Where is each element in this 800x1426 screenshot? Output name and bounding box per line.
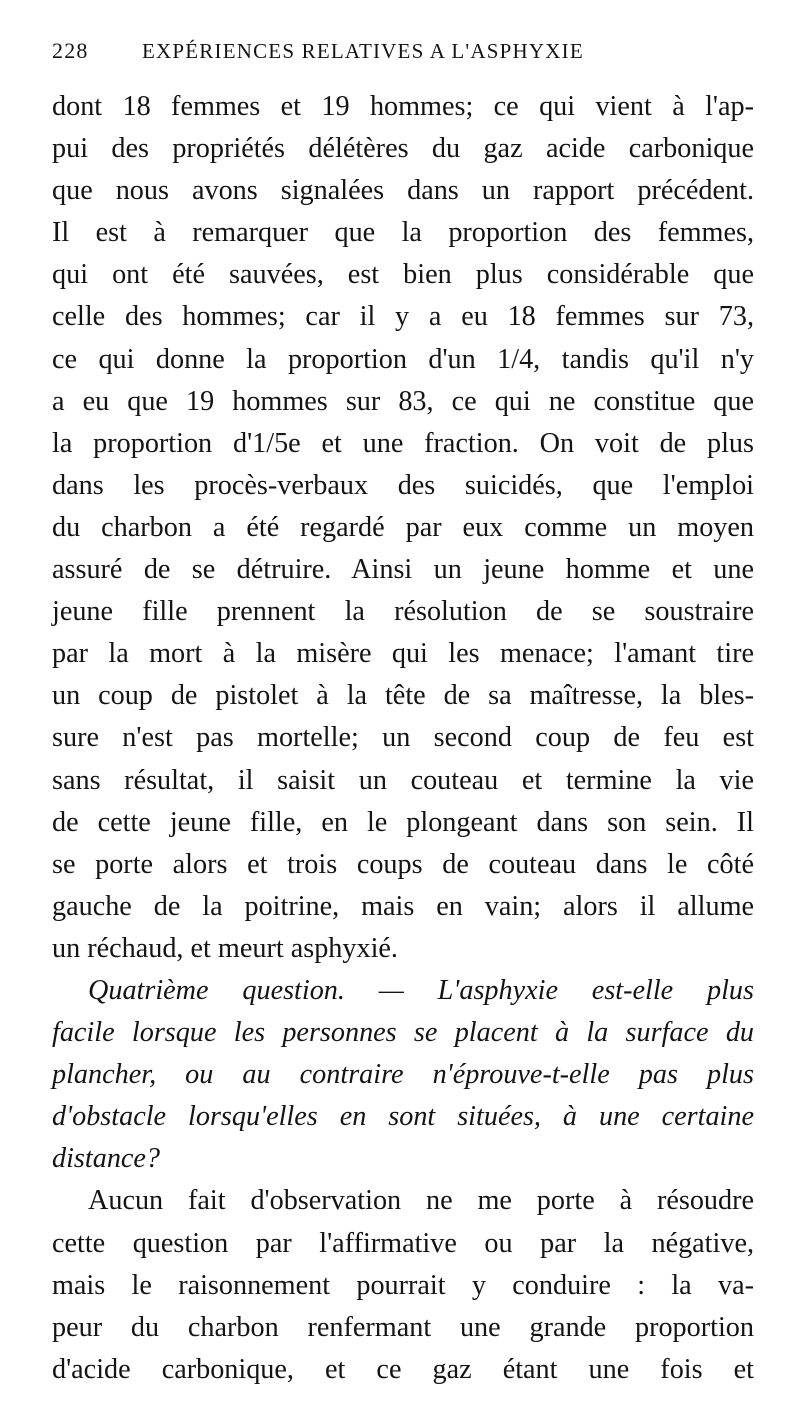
- text-line: jeune fille prennent la résolution de se soustraire: [52, 596, 754, 628]
- text-line: mais le raisonnement pourrait y conduire : la va-: [52, 1269, 754, 1301]
- text-line: dont 18 femmes et 19 hommes; ce qui vient à l'ap-: [52, 91, 754, 122]
- text-line: ce qui donne la proportion d'un 1/4, tandis qu'il n'y: [52, 343, 754, 375]
- text-line: facile lorsque les personnes se placent à la surface du: [52, 1017, 754, 1049]
- text-line: la proportion d'1/5e et une fraction. On voit de plus: [52, 427, 754, 459]
- text-line: peur du charbon renfermant une grande proportion: [52, 1311, 754, 1343]
- text-line: un réchaud, et meurt asphyxié.: [52, 932, 398, 964]
- page-header: [52, 38, 754, 86]
- paragraph-2: [52, 1180, 754, 1390]
- text-line: plancher, ou au contraire n'éprouve-t-elle pas plus: [52, 1059, 754, 1091]
- text-line: Aucun fait d'observation ne me porte à résoudre: [88, 1185, 754, 1217]
- text-line: sure n'est pas mortelle; un second coup de feu est: [52, 722, 754, 754]
- body-text: [52, 86, 754, 1391]
- text-line: assuré de se détruire. Ainsi un jeune homme et une: [52, 554, 754, 586]
- text-line: cette question par l'affirmative ou par la négative,: [52, 1227, 754, 1259]
- text-line: par la mort à la misère qui les menace; l'amant tire: [52, 638, 754, 670]
- text-line: celle des hommes; car il y a eu 18 femmes sur 73,: [52, 301, 754, 333]
- text-line: du charbon a été regardé par eux comme un moyen: [52, 511, 754, 543]
- text-line: qui ont été sauvées, est bien plus considérable que: [52, 259, 754, 291]
- text-line: sans résultat, il saisit un couteau et termine la vie: [52, 764, 754, 796]
- text-line: de cette jeune fille, en le plongeant dans son sein. Il: [52, 806, 754, 838]
- text-line: pui des propriétés délétères du gaz acide carbonique: [52, 133, 754, 165]
- text-line: d'acide carbonique, et ce gaz étant une fois et: [52, 1353, 754, 1385]
- text-line: a eu que 19 hommes sur 83, ce qui ne constitue que: [52, 385, 754, 417]
- page-number: 228: [52, 38, 89, 63]
- text-line: d'obstacle lorsqu'elles en sont situées, à une certaine: [52, 1101, 754, 1133]
- paragraph-1: [52, 86, 754, 970]
- text-line: Quatrième question. — L'asphyxie est-elle plus: [88, 974, 754, 1006]
- text-line: Il est à remarquer que la proportion des femmes,: [52, 217, 754, 249]
- text-line: que nous avons signalées dans un rapport précédent.: [52, 175, 754, 207]
- text-line: distance?: [52, 1143, 161, 1175]
- running-title: EXPÉRIENCES RELATIVES A L'ASPHYXIE: [142, 39, 584, 63]
- text-line: dans les procès-verbaux des suicidés, que l'emploi: [52, 469, 754, 501]
- text-line: gauche de la poitrine, mais en vain; alors il allume: [52, 890, 754, 922]
- text-line: se porte alors et trois coups de couteau dans le côté: [52, 848, 754, 880]
- text-line: un coup de pistolet à la tête de sa maîtresse, la bles-: [52, 680, 754, 712]
- question-heading: [52, 970, 754, 1180]
